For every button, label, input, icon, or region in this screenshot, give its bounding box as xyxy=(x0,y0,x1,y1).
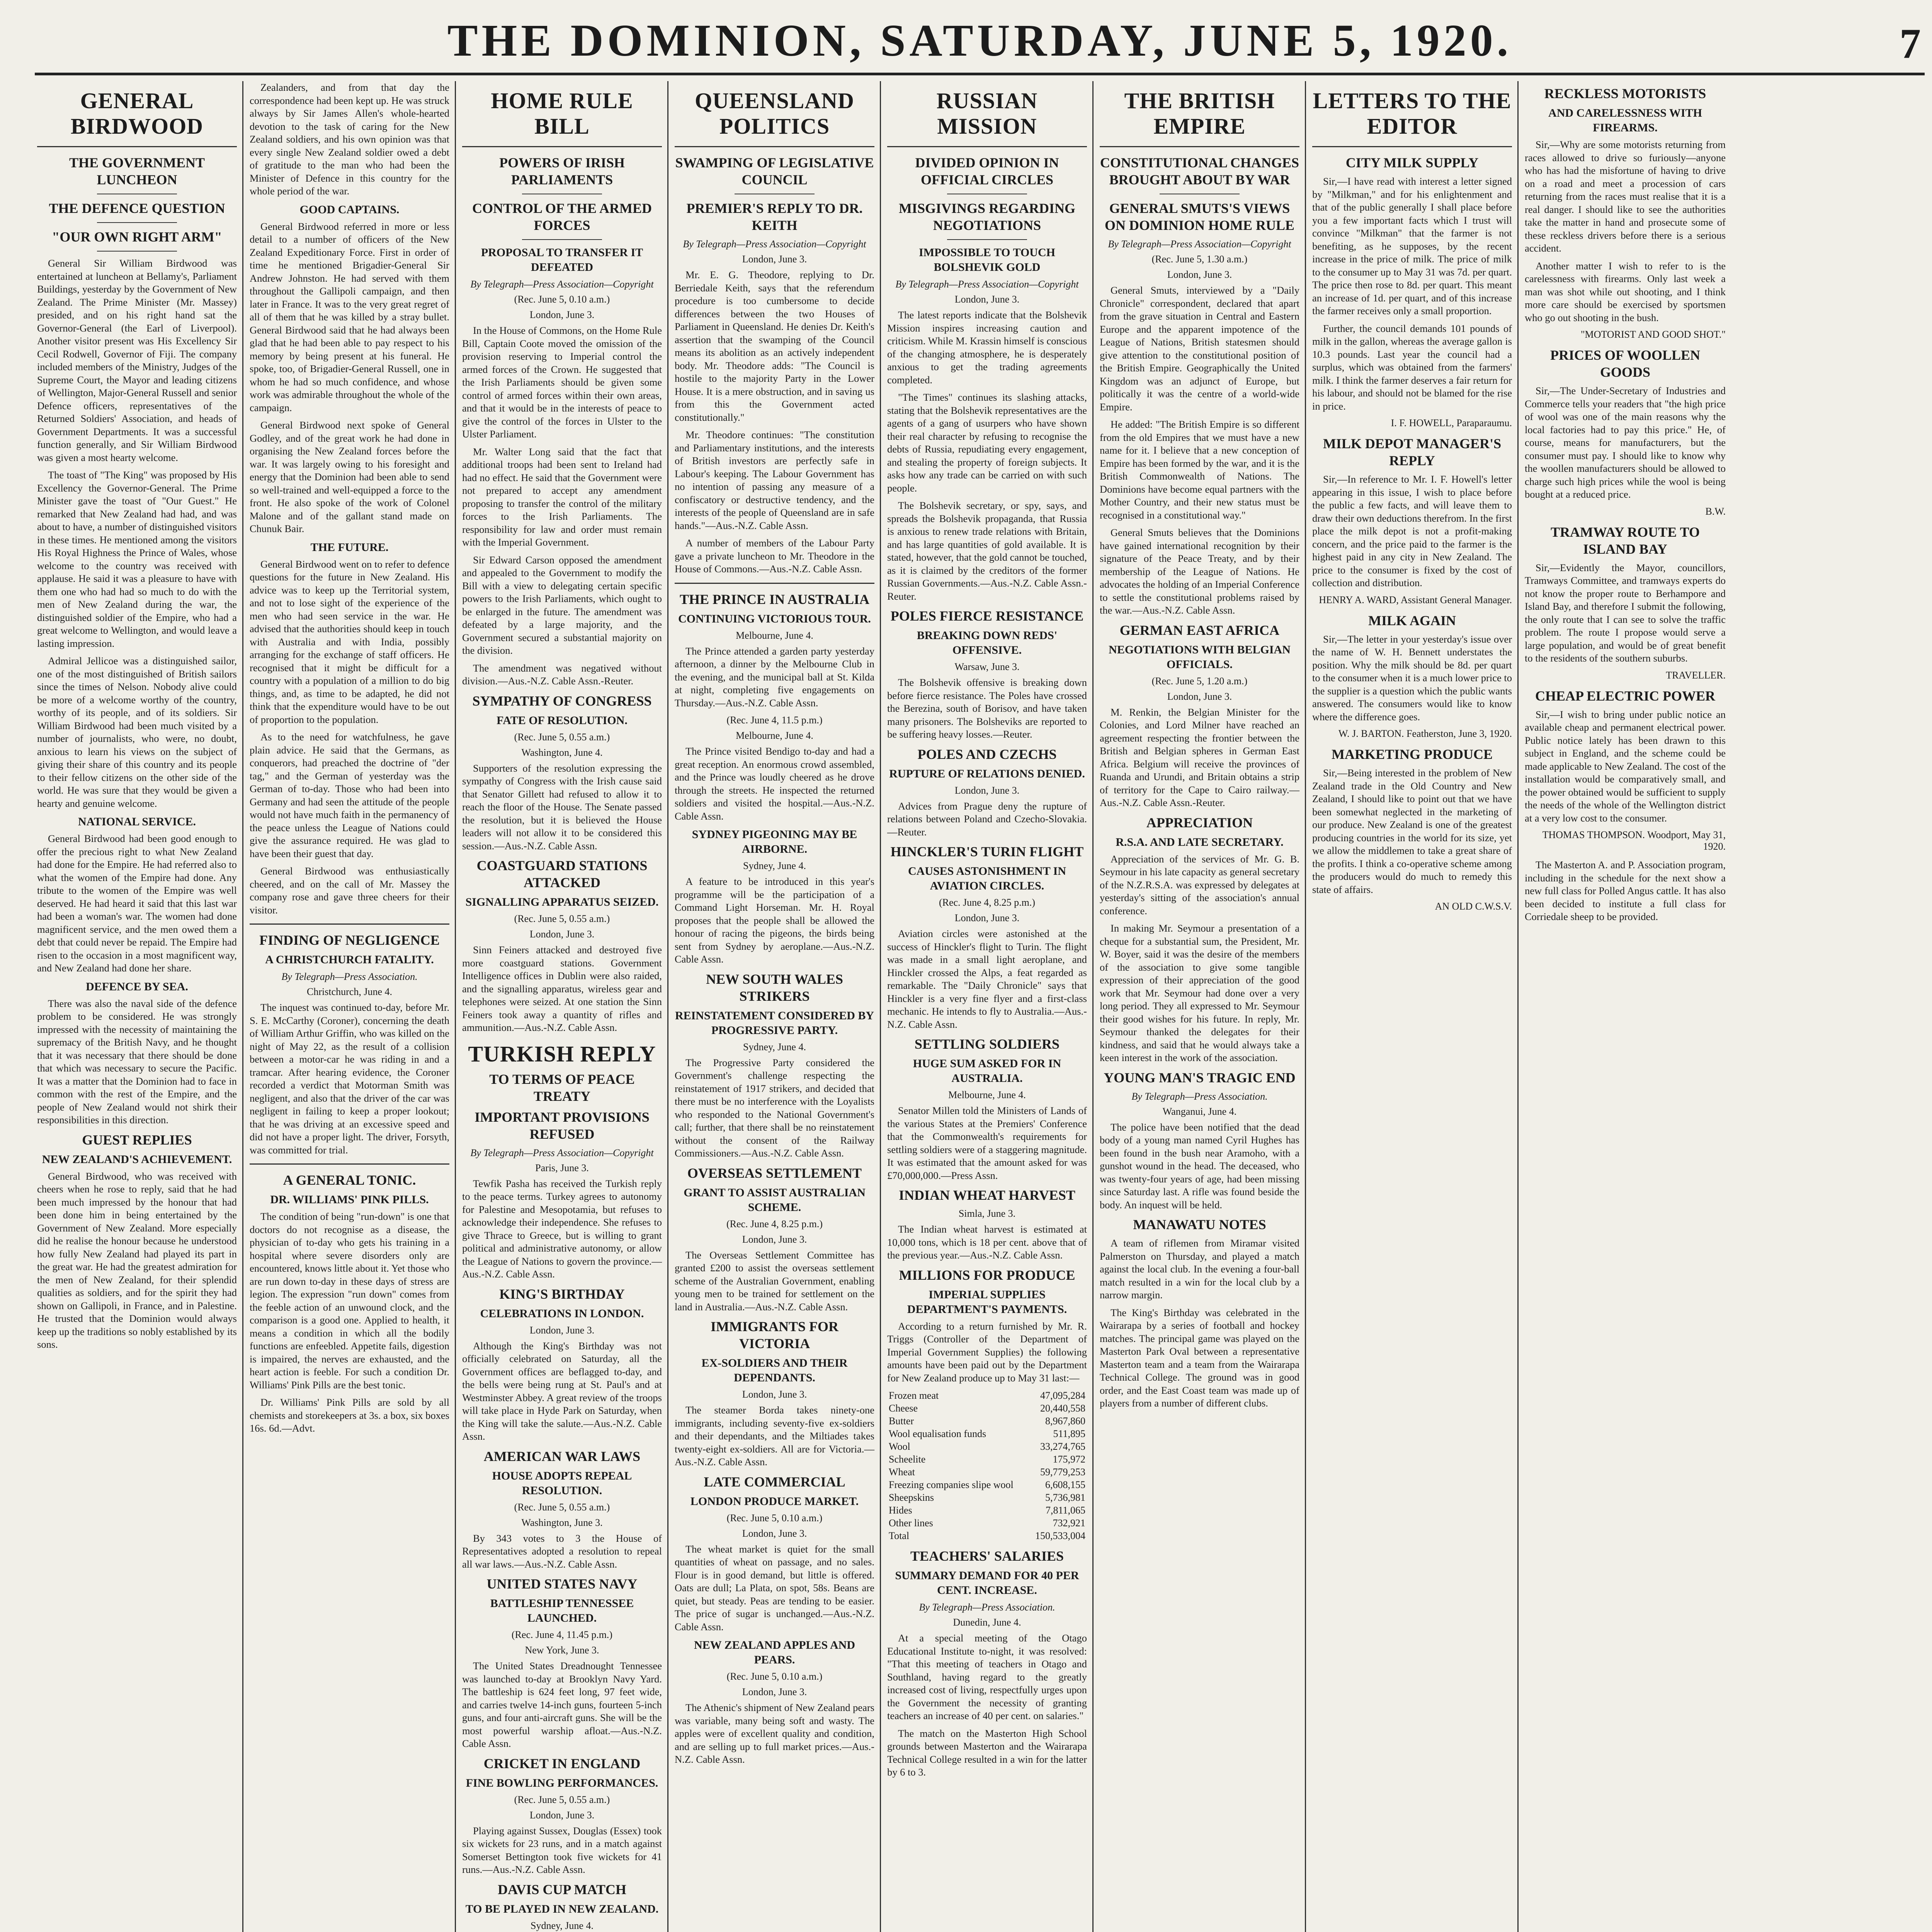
divider xyxy=(887,146,1087,147)
subhead: CONTINUING VICTORIOUS TOUR. xyxy=(678,612,871,625)
headline: A GENERAL TONIC. xyxy=(283,1172,416,1188)
article-paragraph: The King's Birthday was celebrated in the Wairarapa by a series of football and hockey matches. The principal game was played on the Masterton Park Oval between a representative Masterton team and a team from the Wairarapa Technical College. The ground was in good order, and the East Coast team was made up of players from a number of different clubs. xyxy=(1100,1306,1299,1409)
article-paragraph: The Masterton A. and P. Association program, including in the schedule for the next show a new full class for Polled Angus cattle. It has also been decided to institute a full class for Corriedale sheep to be provided. xyxy=(1525,859,1726,922)
headline: OVERSEAS SETTLEMENT xyxy=(687,1165,862,1181)
article-paragraph: M. Renkin, the Belgian Minister for the Colonies, and Lord Milner have reached an agreement respecting the frontier between the British and Belgian spheres in German East Africa. Belgium will receive the provinces of Ruanda and Urundi, and Britain obtains a strip of territory for the Cape to Cairo railway.—Aus.-N.Z. Cable Assn.-Reuter. xyxy=(1100,706,1299,808)
article-paragraph: The Overseas Settlement Committee has granted £200 to assist the overseas settlement scheme of the Australian Government, enabling young men to be trained for settlement on the land in Australia.—Aus.-N.Z. Cable Assn. xyxy=(675,1249,874,1313)
headline: YOUNG MAN'S TRAGIC END xyxy=(1104,1070,1296,1085)
column-1 xyxy=(35,81,243,1932)
column-8 xyxy=(1522,81,1731,1932)
dateline: London, June 3. xyxy=(954,912,1020,923)
subhead: PRICES OF WOOLLEN GOODS xyxy=(1550,347,1701,380)
divider xyxy=(97,251,177,252)
article-paragraph: There was also the naval side of the defence problem to be considered. He was strongly impressed with the necessity of maintaining the supremacy of the British Navy, and he thought that it was necessary that there should be done that which was necessary to secure the Pacific. It was a matter that the Dominion had to face in common with the rest of the Empire, and the people of New Zealand would not shirk their responsibilities in this direction. xyxy=(37,997,237,1126)
table-row xyxy=(887,1517,1087,1529)
produce-item: Scheelite xyxy=(889,1454,926,1465)
letter-signature: "MOTORIST AND GOOD SHOT." xyxy=(1580,329,1726,340)
dateline: (Rec. June 5, 0.55 a.m.) xyxy=(514,731,610,743)
dateline: London, June 3. xyxy=(742,1233,807,1245)
letter-paragraph: Sir,—The letter in your yesterday's issue over the name of W. H. Bennett understates the position. Why the milk should be 8d. per quart to the consumer when it is a much lower price to the supplier is a question which the public wants answered. The consumers would like to know where the difference goes. xyxy=(1312,633,1512,723)
table-row xyxy=(887,1415,1087,1427)
article-paragraph: The Indian wheat harvest is estimated at 10,000 tons, which is 18 per cent. above that of the previous year.—Aus.-N.Z. Cable Assn. xyxy=(887,1223,1087,1261)
article-paragraph: The Prince attended a garden party yesterday afternoon, a dinner by the Melbourne Club in the evening, and the municipal ball at St. Kilda at night, completing five engagements on Thursday.—Aus.-N.Z. Cable Assn. xyxy=(675,645,874,709)
article-paragraph: At a special meeting of the Otago Educational Institute to-night, it was resolved: "That this meeting of teachers in Otago and Southland, having regard to the greatly increased cost of living, respectfully urges upon the Government the necessity of granting teachers an increase of 40 per cent. on salaries." xyxy=(887,1632,1087,1721)
column-2 xyxy=(247,81,456,1932)
produce-payments-table xyxy=(887,1389,1087,1542)
article-paragraph: General Smuts believes that the Dominions have gained international recognition by their signature of the Peace Treaty, and by their membership of the League of Nations. He advocates the holding of an Imperial Conference to settle the constitutional problems raised by the war.—Aus.-N.Z. Cable Assn. xyxy=(1100,527,1299,616)
subhead: CHEAP ELECTRIC POWER xyxy=(1535,688,1716,704)
headline: MILLIONS FOR PRODUCE xyxy=(899,1267,1075,1283)
subhead: GRANT TO ASSIST AUSTRALIAN SCHEME. xyxy=(684,1186,866,1214)
article-paragraph: The Progressive Party considered the Government's challenge respecting the reinstatement of 1917 strikers, and decided that there must be no interference with the Loyalists who responded to the National Government's call; further, that there shall be no reinstatement without the consent of the Railway Commissioners.—Aus.-N.Z. Cable Assn. xyxy=(675,1056,874,1159)
subhead: THE DEFENCE QUESTION xyxy=(49,201,225,216)
article-paragraph: General Smuts, interviewed by a "Daily Chronicle" correspondent, declared that apart from the grave situation in Central and Eastern Europe and the apparent impotence of the League of Nations, British statesmen should give attention to the constitutional position of the British Empire. Geographically the United Kingdom was an adjunct of Europe, but politically it was the centre of a world-wide Empire. xyxy=(1100,284,1299,413)
article-paragraph: In making Mr. Seymour a presentation of a cheque for a substantial sum, the President, Mr. W. Boyer, said it was the desire of the members of the association to give some tangible expression of their appreciation of the good work that Mr. Seymour had done over a very long period. They all expressed to Mr. Seymour their good wishes for his future. In reply, Mr. Seymour thanked the delegates for their kindness, and said that he would always take a keen interest in the work of the association. xyxy=(1100,922,1299,1063)
produce-value: 20,440,558 xyxy=(1040,1403,1085,1414)
headline: INDIAN WHEAT HARVEST xyxy=(899,1187,1075,1203)
subhead: MARKETING PRODUCE xyxy=(1331,747,1493,762)
article-paragraph: Sinn Feiners attacked and destroyed five more coastguard stations. Government Intelligence offices in Dublin were also raided, and the signalling apparatus, wireless gear and telephones were seized. At one station the Sinn Feiners took away a quantity of rifles and ammunition.—Aus.-N.Z. Cable Assn. xyxy=(462,944,662,1033)
columns xyxy=(35,81,1925,1932)
subhead: DIVIDED OPINION IN OFFICIAL CIRCLES xyxy=(915,155,1059,187)
headline: IMMIGRANTS FOR VICTORIA xyxy=(711,1319,838,1351)
subhead: CAUSES ASTONISHMENT IN AVIATION CIRCLES. xyxy=(908,865,1066,892)
dateline: (Rec. June 4, 8.25 p.m.) xyxy=(939,897,1036,908)
letter-paragraph: Sir,—I wish to bring under public notice an available cheap and permanent electrical power. Public notice lately has been drawn to this subject in England, and the scheme could be made applicable to New Zealand. The cost of the installation would be comparatively small, and the power obtained would be sufficient to supply the needs of the whole of the Wellington district at a very low cost to the consumer. xyxy=(1525,708,1726,824)
dateline: (Rec. June 5, 0.55 a.m.) xyxy=(514,913,610,924)
subhead: CITY MILK SUPPLY xyxy=(1345,155,1479,170)
headline-russian-mission: RUSSIAN MISSION xyxy=(936,88,1038,139)
subhead: BREAKING DOWN REDS' OFFENSIVE. xyxy=(917,629,1058,656)
produce-total-label: Total xyxy=(889,1530,910,1541)
dateline: London, June 3. xyxy=(954,294,1020,305)
dateline: London, June 3. xyxy=(1167,690,1232,702)
produce-value: 8,967,860 xyxy=(1045,1415,1085,1427)
dateline: Wanganui, June 4. xyxy=(1162,1105,1237,1117)
dateline: London, June 3. xyxy=(529,1809,595,1821)
article-paragraph: In the House of Commons, on the Home Rule Bill, Captain Coote moved the omission of the provision reserving to Imperial control the armed forces of the Crown. He suggested that the Irish Parliaments should be given some control of armed forces within their own areas, and that it would be in the interests of peace to give the control of the forces in Ulster to the Ulster Parliament. xyxy=(462,325,662,440)
produce-item: Butter xyxy=(889,1415,914,1427)
column-5 xyxy=(885,81,1094,1932)
subhead: IMPORTANT PROVISIONS REFUSED xyxy=(474,1109,650,1142)
byline: By Telegraph—Press Association—Copyright xyxy=(470,1147,654,1158)
dateline: London, June 3. xyxy=(529,929,595,940)
letter-signature: I. F. HOWELL, Paraparaumu. xyxy=(1391,417,1512,429)
subhead: CELEBRATIONS IN LONDON. xyxy=(480,1307,644,1320)
letter-paragraph: Sir,—Being interested in the problem of New Zealand trade in the Old Country and New Zealand, I should like to point out that we have been somewhat neglected in the marketing of our produce. New Zealand is one of the greatest producing countries in the world for its size, yet we allow the middlemen to take a great share of the profits. I think a co-operative scheme among the producers would do much to remedy this state of affairs. xyxy=(1312,767,1512,895)
produce-item: Wool xyxy=(889,1441,910,1452)
dateline: (Rec. June 4, 11.45 p.m.) xyxy=(511,1629,613,1640)
masthead xyxy=(35,12,1925,70)
table-row xyxy=(887,1478,1087,1491)
subhead: CONTROL OF THE ARMED FORCES xyxy=(472,201,652,233)
headline: SYMPATHY OF CONGRESS xyxy=(472,693,652,709)
article-paragraph: Sir Edward Carson opposed the amendment and appealed to the Government to modify the Bill with a view to delegating certain specific powers to the Irish Parliaments, which ought to be enlarged in the future. The amendment was defeated by a large majority, and the Government secured a substantial majority on the division. xyxy=(462,554,662,656)
subhead: THE GOVERNMENT LUNCHEON xyxy=(69,155,205,187)
letter-signature: W. J. BARTON. Featherston, June 3, 1920. xyxy=(1338,728,1512,739)
divider xyxy=(250,1163,449,1165)
headline: UNITED STATES NAVY xyxy=(486,1576,638,1592)
headline: DAVIS CUP MATCH xyxy=(498,1881,626,1897)
article-paragraph: Senator Millen told the Ministers of Lands of the various States at the Premiers' Conference that the Commonwealth's requirements for settling soldiers were of a staggering magnitude. It was estimated that the amount asked for was £70,000,000.—Press Assn. xyxy=(887,1105,1087,1181)
headline: HINCKLER'S TURIN FLIGHT xyxy=(890,844,1084,859)
produce-item: Freezing companies slipe wool xyxy=(889,1479,1014,1490)
table-row xyxy=(887,1466,1087,1478)
divider xyxy=(97,222,177,223)
dateline: London, June 3. xyxy=(529,309,595,320)
dateline: Warsaw, June 3. xyxy=(954,661,1020,672)
subhead: DR. WILLIAMS' PINK PILLS. xyxy=(270,1193,429,1206)
produce-value: 33,274,765 xyxy=(1040,1441,1085,1452)
produce-item: Hides xyxy=(889,1505,912,1516)
dateline: London, June 3. xyxy=(954,784,1020,796)
headline-queensland: QUEENSLAND POLITICS xyxy=(695,88,854,139)
subhead: FINE BOWLING PERFORMANCES. xyxy=(466,1776,658,1789)
produce-item: Cheese xyxy=(889,1403,918,1414)
dateline: (Rec. June 5, 0.55 a.m.) xyxy=(514,1794,610,1805)
headline: POLES AND CZECHS xyxy=(917,746,1057,762)
subhead: HOUSE ADOPTS REPEAL RESOLUTION. xyxy=(492,1469,632,1497)
subhead: GENERAL SMUTS'S VIEWS ON DOMINION HOME RULE xyxy=(1104,201,1294,233)
subhead: DEFENCE BY SEA. xyxy=(86,980,188,993)
divider xyxy=(947,239,1027,240)
divider xyxy=(675,583,874,584)
subhead: CONSTITUTIONAL CHANGES BROUGHT ABOUT BY WAR xyxy=(1100,155,1299,187)
produce-value: 47,095,284 xyxy=(1040,1390,1085,1401)
masthead-rule xyxy=(35,73,1925,75)
article-paragraph: The United States Dreadnought Tennessee was launched to-day at Brooklyn Navy Yard. The battleship is 624 feet long, 97 feet wide, and carries twelve 14-inch guns, fourteen 5-inch guns, and four anti-aircraft guns. She will be the most powerful warship afloat.—Aus.-N.Z. Cable Assn. xyxy=(462,1660,662,1749)
dateline: Paris, June 3. xyxy=(535,1162,589,1173)
byline: By Telegraph—Press Association. xyxy=(281,971,418,982)
column-7 xyxy=(1310,81,1519,1932)
subhead: GUEST REPLIES xyxy=(82,1132,192,1148)
dateline: Melbourne, June 4. xyxy=(948,1089,1026,1100)
headline: CRICKET IN ENGLAND xyxy=(483,1755,641,1771)
article-paragraph: The Bolshevik offensive is breaking down before fierce resistance. The Poles have crossed the Berezina, south of Borisov, and have taken many prisoners. The Bolsheviks are reported to be suffering heavy losses.—Reuter. xyxy=(887,677,1087,740)
subhead: NATIONAL SERVICE. xyxy=(78,815,196,828)
subhead: SIGNALLING APPARATUS SEIZED. xyxy=(465,896,659,908)
produce-value: 6,608,155 xyxy=(1045,1479,1085,1490)
dateline: New York, June 3. xyxy=(525,1645,599,1656)
dateline: Washington, June 4. xyxy=(521,747,603,758)
produce-value: 732,921 xyxy=(1053,1517,1085,1529)
subhead: "OUR OWN RIGHT ARM" xyxy=(52,229,222,245)
table-row xyxy=(887,1491,1087,1504)
byline: By Telegraph—Press Association. xyxy=(1131,1090,1268,1102)
subhead: TO BE PLAYED IN NEW ZEALAND. xyxy=(465,1902,659,1915)
article-paragraph: General Birdwood, who was received with cheers when he rose to reply, said that he had been much impressed by the honour that had been done him in being entertained by the Government of New Zealand. More especially did he realise the honour because he understood how fully New Zealand had played its part in the great war. He had the greatest admiration for the men of New Zealand, for their splendid qualities as soldiers, and for the spirit they had shown on Gallipoli, in France, and in Palestine. He trusted that the Dominion would always keep up the traditions so nobly established by its sons. xyxy=(37,1170,237,1350)
subhead: BATTLESHIP TENNESSEE LAUNCHED. xyxy=(490,1597,634,1624)
dateline: Sydney, June 4. xyxy=(531,1920,594,1931)
dateline: (Rec. June 5, 1.20 a.m.) xyxy=(1151,675,1248,687)
subhead: NEW ZEALAND APPLES AND PEARS. xyxy=(694,1639,855,1666)
article-paragraph: Admiral Jellicoe was a distinguished sailor, one of the most distinguished of British sailors since the times of Nelson. Nobody alive could be more of a welcome worthy of the country, worthy of its people, and of its soldiers. Sir William Birdwood had been much visited by a number of journalists, who were, no doubt, anxious to learn his views on the subject of giving their share of this country and its people to their fellow citizens on the other side of the world. He was sure that they would be given a hearty and genuine welcome. xyxy=(37,655,237,809)
article-paragraph: A number of members of the Labour Party gave a private luncheon to Mr. Theodore in the House of Commons.—Aus.-N.Z. Cable Assn. xyxy=(675,537,874,575)
column-4 xyxy=(672,81,881,1932)
subhead: HUGE SUM ASKED FOR IN AUSTRALIA. xyxy=(913,1057,1061,1085)
subhead: TO TERMS OF PEACE TREATY xyxy=(489,1071,635,1104)
dateline: Melbourne, June 4. xyxy=(736,730,813,741)
dateline: Christchurch, June 4. xyxy=(307,986,392,997)
article-paragraph: The match on the Masterton High School grounds between Masterton and the Wairarapa Technical College resulted in a win for the latter by 6 to 3. xyxy=(887,1727,1087,1778)
produce-value: 175,972 xyxy=(1053,1454,1085,1465)
headline: KING'S BIRTHDAY xyxy=(499,1286,625,1302)
produce-item: Sheepskins xyxy=(889,1492,934,1503)
subhead: FATE OF RESOLUTION. xyxy=(497,714,628,727)
produce-total-value: 150,533,004 xyxy=(1035,1530,1085,1541)
dateline: (Rec. June 5, 1.30 a.m.) xyxy=(1151,253,1248,265)
produce-item: Other lines xyxy=(889,1517,933,1529)
dateline: (Rec. June 4, 11.5 p.m.) xyxy=(726,714,823,726)
letter-paragraph: Sir,—Evidently the Mayor, councillors, Tramways Committee, and tramways experts do not know the proper route to Berhampore and Island Bay, and therefore I submit the following, the only route that I can see to solve the traffic problem. The route I propose would serve a large population, and would be of great benefit to the residents of the southern suburbs. xyxy=(1525,561,1726,664)
byline: By Telegraph—Press Association. xyxy=(919,1602,1055,1613)
subhead: SWAMPING OF LEGISLATIVE COUNCIL xyxy=(675,155,874,187)
subhead: SUMMARY DEMAND FOR 40 PER CENT. INCREASE. xyxy=(895,1569,1079,1597)
article-paragraph: "The Times" continues its slashing attacks, stating that the Bolshevik representatives are the agents of a gang of usurpers who have shown their real character by refusing to recognise the debts of Russia, repudiating every engagement, and stealing the property of foreign subjects. It asks how any trade can be carried on with such people. xyxy=(887,391,1087,494)
subhead: TRAMWAY ROUTE TO ISLAND BAY xyxy=(1550,524,1700,557)
headline: TURKISH REPLY xyxy=(468,1041,656,1066)
produce-value: 7,811,065 xyxy=(1045,1505,1085,1516)
dateline: London, June 3. xyxy=(529,1324,595,1336)
article-paragraph: General Birdwood was enthusiastically cheered, and on the call of Mr. Massey the company rose and gave three cheers for their visitor. xyxy=(250,865,449,916)
article-paragraph: Playing against Sussex, Douglas (Essex) took six wickets for 23 runs, and in a match against Somerset Bettington took five wickets for 41 runs.—Aus.-N.Z. Cable Assn. xyxy=(462,1825,662,1875)
headline: LATE COMMERCIAL xyxy=(704,1474,845,1490)
article-paragraph: Mr. Theodore continues: "The constitution and Parliamentary institutions, and the interests of British investors are perfectly safe in Labour's keeping. The Labour Government has no intention of passing any measure of a confiscatory or destructive tendency, and the interests of the people of Queensland are in safe hands."—Aus.-N.Z. Cable Assn. xyxy=(675,429,874,531)
letter-paragraph: Further, the council demands 101 pounds of milk in the gallon, whereas the average gallon is 10.3 pounds. Last year the council had a surplus, which was obtained from the farmers' milk. I think the farmer deserves a fair return for his labour, and should not be blamed for the rise in price. xyxy=(1312,322,1512,412)
letter-paragraph: Sir,—I have read with interest a letter signed by "Milkman," and for his enlightenment and that of the public generally I shall place before you a few important facts which I trust will convince "Milkman" that the farmer is not benefiting, as he supposes, by the recent increase in the price of milk. The price of milk to the consumer up to May 31 was 7d. per quart. The price then rose to 8d. per quart. This meant an increase of 1d. per quart, and of this increase the farmer receives only a small proportion. xyxy=(1312,175,1512,316)
subhead: AND CARELESSNESS WITH FIREARMS. xyxy=(1548,107,1702,134)
headline: SETTLING SOLDIERS xyxy=(914,1036,1060,1052)
letter-signature: TRAVELLER. xyxy=(1666,669,1726,681)
dateline: Dunedin, June 4. xyxy=(953,1617,1021,1628)
article-paragraph: The police have been notified that the dead body of a young man named Cyril Hughes has been found in the bush near Aramoho, with a gunshot wound in the head. The deceased, who was twenty-four years of age, had been missing since Saturday last. A rifle was found beside the body. An inquest will be held. xyxy=(1100,1121,1299,1211)
table-row xyxy=(887,1440,1087,1453)
subhead: LONDON PRODUCE MARKET. xyxy=(690,1495,859,1508)
article-paragraph: Mr. E. G. Theodore, replying to Dr. Berriedale Keith, says that the referendum procedure is too cumbersome to decide differences between the two Houses of Parliament in Queensland. He denies Dr. Keith's assertion that the swamping of the Council means its abolition as an actively independent body. Mr. Theodore adds: "The Council is hostile to the majority Party in the Lower House. It is a mere obstruction, and in saving us from this the Government acted constitutionally." xyxy=(675,269,874,423)
produce-item: Frozen meat xyxy=(889,1390,939,1401)
headline: THE PRINCE IN AUSTRALIA xyxy=(679,591,870,607)
table-row xyxy=(887,1453,1087,1466)
dateline: London, June 3. xyxy=(1167,269,1232,280)
subhead: A CHRISTCHURCH FATALITY. xyxy=(265,953,434,966)
divider xyxy=(522,239,602,240)
subhead: REINSTATEMENT CONSIDERED BY PROGRESSIVE PARTY. xyxy=(675,1009,874,1037)
article-paragraph: A feature to be introduced in this year's programme will be the participation of a Command Light Horseman. Mr. H. Royal proposes that the people shall be allowed the honour of racing the pigeons, the birds being sent from Sydney by aeroplane.—Aus.-N.Z. Cable Assn. xyxy=(675,876,874,965)
subhead: RECKLESS MOTORISTS xyxy=(1544,86,1706,101)
table-row xyxy=(887,1402,1087,1415)
subhead: IMPOSSIBLE TO TOUCH BOLSHEVIK GOLD xyxy=(919,246,1055,274)
dateline: (Rec. June 5, 0.10 a.m.) xyxy=(726,1671,823,1682)
letter-signature: THOMAS THOMPSON. Woodport, May 31, 1920. xyxy=(1542,829,1726,852)
letter-paragraph: Sir,—In reference to Mr. I. F. Howell's letter appearing in this issue, I wish to place before the public a few facts, and will leave them to draw their own deductions therefrom. In the first place the milk depot is not a profit-making concern, and the price paid to the farmer is the highest paid in any city in New Zealand. The price to the consumer is fixed by the cost of collection and distribution. xyxy=(1312,473,1512,588)
article-paragraph: Mr. Walter Long said that the fact that additional troops had been sent to Ireland had had no effect. He said that the Government were not prepared to accept any amendment proposing to transfer the control of the military forces to the Irish Parliaments. The responsibility for law and order must remain with the Imperial Government. xyxy=(462,446,662,548)
dateline: London, June 3. xyxy=(742,1527,807,1539)
subhead: NEGOTIATIONS WITH BELGIAN OFFICIALS. xyxy=(1109,643,1291,671)
subhead: PREMIER'S REPLY TO DR. KEITH xyxy=(686,201,863,233)
subhead: GOOD CAPTAINS. xyxy=(299,203,400,216)
article-paragraph: General Birdwood next spoke of General Godley, and of the great work he had done in organising the New Zealand forces before the war. It was largely owing to his foresight and energy that the Dominion had been able to send so well-trained and well-equipped a force to the front. He also spoke of the work of Colonel Malone and of the gallant stand made on Chunuk Bair. xyxy=(250,419,449,534)
headline-british-empire: THE BRITISH EMPIRE xyxy=(1124,88,1275,139)
subhead: MILK AGAIN xyxy=(1368,612,1456,628)
dateline: (Rec. June 5, 0.10 a.m.) xyxy=(726,1512,823,1524)
byline: By Telegraph—Press Association—Copyright xyxy=(683,238,866,250)
article-paragraph: Advices from Prague deny the rupture of relations between Poland and Czecho-Slovakia.—Reuter. xyxy=(887,800,1087,838)
dateline: London, June 3. xyxy=(742,1686,807,1697)
subhead: IMPERIAL SUPPLIES DEPARTMENT'S PAYMENTS. xyxy=(907,1288,1067,1316)
dateline: Sydney, June 4. xyxy=(743,860,806,871)
article-paragraph: Supporters of the resolution expressing the sympathy of Congress with the Irish cause said that Senator Gillett had refused to allow it to reach the floor of the House. The Senate passed the resolution, but it is believed the House leaders will not allow it to be considered this session.—Aus.-N.Z. Cable Assn. xyxy=(462,762,662,852)
table-row xyxy=(887,1389,1087,1402)
column-3 xyxy=(460,81,668,1932)
letter-signature: AN OLD C.W.S.V. xyxy=(1435,901,1512,912)
produce-item: Wool equalisation funds xyxy=(889,1428,986,1439)
dateline: Sydney, June 4. xyxy=(743,1041,806,1053)
article-paragraph: Tewfik Pasha has received the Turkish reply to the peace terms. Turkey agrees to autonomy for Palestine and Mesopotamia, but refuses to acknowledge their independence. She refuses to give Thrace to Greece, but is willing to grant political and administrative autonomy, or allow the League of Nations to govern the province.—Aus.-N.Z. Cable Assn. xyxy=(462,1177,662,1280)
headline: APPRECIATION xyxy=(1146,815,1253,830)
article-paragraph: The inquest was continued to-day, before Mr. S. E. McCarthy (Coroner), concerning the death of William Arthur Griffin, who was killed on the night of May 22, as the result of a collision between a motor-car he was riding in and a tramcar. After hearing evidence, the Coroner recorded a verdict that Motorman Smith was negligent, and also that the driver of the car was negligent in failing to keep a proper lookout; that he was driving at an excessive speed and did not have a proper light. The driver, Forsyth, was committed for trial. xyxy=(250,1002,449,1156)
dateline: Washington, June 3. xyxy=(521,1517,603,1528)
byline: By Telegraph—Press Association—Copyright xyxy=(1108,238,1291,250)
article-paragraph: The wheat market is quiet for the small quantities of wheat on passage, and no sales. Flour is in good demand, but little is offered. Oats are dull; La Plata, on spot, 58s. Beans are quiet, but steady. Peas are tending to be easier. The price of sugar is unchanged.—Aus.-N.Z. Cable Assn. xyxy=(675,1543,874,1633)
article-paragraph: He added: "The British Empire is so different from the old Empires that we must have a new name for it. I believe that a new conception of Empire has been formed by the war, and it is the British Commonwealth of Nations. The Dominions have become equal partners with the Mother Country, and their new status must be recognised in a constitutional way." xyxy=(1100,418,1299,521)
headline-letters: LETTERS TO THE EDITOR xyxy=(1313,88,1512,139)
subhead: MILK DEPOT MANAGER'S REPLY xyxy=(1323,436,1502,468)
letter-paragraph: Another matter I wish to refer to is the carelessness with firearms. Only last week a man was shot while out shooting, and I think more care should be exercised by sportsmen who go out shooting in the bush. xyxy=(1525,260,1726,323)
article-paragraph: General Birdwood went on to refer to defence questions for the future in New Zealand. His advice was to keep up the Territorial system, and not to lose sight of the experience of the men who had seen service in the war. He advised that the authorities should keep in touch with Australia and with India, possibly arranging for the exchange of staff officers. He recognised that it might be difficult for a country with a population of a million to do big things, and, as time to be adapted, he did not think that the expenditure would have to be out of proportion to the population. xyxy=(250,558,449,725)
headline: AMERICAN WAR LAWS xyxy=(483,1448,641,1464)
article-paragraph: General Birdwood referred in more or less detail to a number of officers of the New Zealand Expeditionary Force. First in order of time he mentioned Brigadier-General Sir Andrew Johnston. He had served with them throughout the Gallipoli campaign, and then later in France. It was to the very great regret of all of them that he was killed by a stray bullet. General Birdwood said that he had always been glad that he had been able to pay respect to his memory by being present at his funeral. He spoke, too, of Brigadier-General Russell, one in whom he had so much confidence, and whose work was admirable throughout the whole of the campaign. xyxy=(250,220,449,413)
divider xyxy=(250,923,449,925)
letter-paragraph: Sir,—Why are some motorists returning from races allowed to drive so furiously—anyone who has had the misfortune of having to drive on a road and meet a procession of cars returning from the races must realise that it is a real danger. I should like to see the authorities take the matter in hand and prosecute some of these reckless drivers before there is a serious accident. xyxy=(1525,139,1726,254)
subhead: PROPOSAL TO TRANSFER IT DEFEATED xyxy=(481,246,643,274)
subhead: NEW ZEALAND'S ACHIEVEMENT. xyxy=(42,1153,232,1166)
byline: By Telegraph—Press Association—Copyright xyxy=(470,279,654,290)
article-paragraph: A team of riflemen from Miramar visited Palmerston on Thursday, and played a match against the local club. In the evening a four-ball match resulted in a win for the local club by a narrow margin. xyxy=(1100,1237,1299,1301)
headline: POLES FIERCE RESISTANCE xyxy=(890,608,1084,624)
produce-value: 511,895 xyxy=(1053,1428,1085,1439)
headline: FINDING OF NEGLIGENCE xyxy=(259,932,440,948)
divider xyxy=(462,146,662,147)
divider xyxy=(1312,146,1512,147)
divider xyxy=(37,146,237,147)
letter-signature: HENRY A. WARD, Assistant General Manager. xyxy=(1319,594,1512,605)
headline: COASTGUARD STATIONS ATTACKED xyxy=(476,858,648,890)
article-paragraph: The Athenic's shipment of New Zealand pears was variable, many being soft and wasty. The apples were of excellent quality and condition, and are selling up to full market prices.—Aus.-N.Z. Cable Assn. xyxy=(675,1702,874,1765)
dateline: (Rec. June 5, 0.55 a.m.) xyxy=(514,1501,610,1513)
produce-value: 5,736,981 xyxy=(1045,1492,1085,1503)
letter-signature: B.W. xyxy=(1705,505,1726,517)
advertisement-text: Dr. Williams' Pink Pills are sold by all chemists and storekeepers at 3s. a box, six boxes 16s. 6d.—Advt. xyxy=(250,1396,449,1434)
article-paragraph: The steamer Borda takes ninety-one immigrants, including seventy-five ex-soldiers and their dependants, and the Miltiades takes twenty-eight ex-soldiers. All are for Victoria.—Aus.-N.Z. Cable Assn. xyxy=(675,1404,874,1468)
byline: By Telegraph—Press Association—Copyright xyxy=(895,279,1079,290)
dateline: Melbourne, June 4. xyxy=(736,629,813,641)
headline-birdwood: GENERAL BIRDWOOD xyxy=(70,88,204,139)
article-paragraph: As to the need for watchfulness, he gave plain advice. He said that the Germans, as conquerors, had preached the doctrine of "der tag," and the German of yesterday was the German of to-day. Those who had been into Germany and had seen the attitude of the people would not have much faith in the permanency of the peace unless the League of Nations could give the assurance required. He was glad to have been their guest that day. xyxy=(250,731,449,859)
article-paragraph: By 343 votes to 3 the House of Representatives adopted a resolution to repeal all war laws.—Aus.-N.Z. Cable Assn. xyxy=(462,1532,662,1570)
article-paragraph: The latest reports indicate that the Bolshevik Mission inspires increasing caution and criticism. While M. Krassin himself is conscious of the changing atmosphere, he is desperately anxious to get the trading agreements completed. xyxy=(887,309,1087,386)
dateline: (Rec. June 4, 8.25 p.m.) xyxy=(726,1218,823,1230)
letter-paragraph: Sir,—The Under-Secretary of Industries and Commerce tells your readers that "the high price of wool was one of the main reasons why the local factories had to pay this price." He, of course, means for manufacturers, but the consumer must pay. I should like to know why the woollen manufacturers should be allowed to charge such high prices while the wool is being bought at a reduced price. xyxy=(1525,385,1726,500)
article-paragraph: Although the King's Birthday was not officially celebrated on Saturday, all the Government offices are beflagged to-day, and the bells were being rung at St. Paul's and at Westminster Abbey. A great review of the troops will take place in Hyde Park on Saturday, when the King will take the salute.—Aus.-N.Z. Cable Assn. xyxy=(462,1340,662,1442)
headline-home-rule: HOME RULE BILL xyxy=(491,88,633,139)
headline: TEACHERS' SALARIES xyxy=(910,1548,1064,1564)
article-paragraph: Appreciation of the services of Mr. G. B. Seymour in his late capacity as general secretary of the N.Z.R.S.A. was expressed by delegates at yesterday's sitting of the association's annual conference. xyxy=(1100,853,1299,917)
dateline: London, June 3. xyxy=(742,1389,807,1400)
article-paragraph: Zealanders, and from that day the correspondence had been kept up. He was struck always by Sir James Allen's whole-hearted devotion to the task of caring for the New Zealand soldiers, and his own opinion was that every single New Zealand soldier owed a debt of gratitude to the man who had been the Minister of Defence in this country for the whole period of the war. xyxy=(250,82,449,197)
article-paragraph: The Bolshevik secretary, or spy, says, and spreads the Bolshevik propaganda, that Russia is anxious to renew trade relations with Britain, and has large quantities of gold available. It is stated, however, that the gold cannot be touched, as it is claimed by the creditors of the former Russian Governments.—Aus.-N.Z. Cable Assn.-Reuter. xyxy=(887,500,1087,602)
masthead-title: THE DOMINION, SATURDAY, JUNE 5, 1920. xyxy=(447,15,1512,66)
subhead: RUPTURE OF RELATIONS DENIED. xyxy=(889,767,1085,780)
dateline: (Rec. June 5, 0.10 a.m.) xyxy=(514,294,610,305)
table-row xyxy=(887,1427,1087,1440)
table-total-row xyxy=(887,1529,1087,1542)
column-6 xyxy=(1097,81,1306,1932)
subhead: MISGIVINGS REGARDING NEGOTIATIONS xyxy=(898,201,1076,233)
headline: GERMAN EAST AFRICA xyxy=(1119,622,1280,638)
subhead: POWERS OF IRISH PARLIAMENTS xyxy=(499,155,625,187)
article-paragraph: The Prince visited Bendigo to-day and had a great reception. An enormous crowd assembled, and the Prince was loudly cheered as he drove through the streets. He inspected the returned soldiers and visited the hospital.—Aus.-N.Z. Cable Assn. xyxy=(675,745,874,822)
article-paragraph: The toast of "The King" was proposed by His Excellency the Governor-General. The Prime Minister gave the toast of "Our Guest." He remarked that New Zealand had had, and was about to have, a number of distinguished visitors in these times. He mentioned among the visitors His Royal Highness the Prince of Wales, whose welcome to the country was received with applause. He said it was a pleasure to have with them one who had had so much to do with the men of New Zealand during the war, the distinguished soldier of the Empire, who had a great welcome to Wellington, and would leave a lasting impression. xyxy=(37,469,237,649)
divider xyxy=(1100,146,1299,147)
page-number: 7 xyxy=(1900,20,1921,67)
produce-value: 59,779,253 xyxy=(1040,1466,1085,1478)
article-paragraph: General Sir William Birdwood was entertained at luncheon at Bellamy's, Parliament Buildings, yesterday by the Government of New Zealand. The Prime Minister (Mr. Massey) presided, and on his right hand sat the Governor-General (the Earl of Liverpool). Another visitor present was His Excellency Sir Cecil Rodwell, Governor of Fiji. The company included members of the Ministry, Judges of the Supreme Court, the Mayor and leading citizens of Wellington, Major-General Russell and senior Defence officers, representatives of the Returned Soldiers' Association, and heads of Government Departments. It was a successful function generally, and Sir William Birdwood was given a most hearty welcome. xyxy=(37,257,237,463)
dateline: London, June 3. xyxy=(742,253,807,265)
article-paragraph: Aviation circles were astonished at the success of Hinckler's flight to Turin. The flight was made in a small light aeroplane, and Hinckler crossed the Alps, a feat regarded as remarkable. The "Daily Chronicle" says that Hinckler is a very fine flyer and a first-class mechanic. He intends to fly to Australia.—Aus.-N.Z. Cable Assn. xyxy=(887,928,1087,1030)
subhead: SYDNEY PIGEONING MAY BE AIRBORNE. xyxy=(692,828,857,855)
produce-item: Wheat xyxy=(889,1466,915,1478)
subhead: THE FUTURE. xyxy=(310,541,389,554)
article-paragraph: General Birdwood had been good enough to offer the precious right to what New Zealand had done for the Empire. He had referred also to what the women of the Empire had done. Any tribute to the women of the Empire was well deserved. He had heard it said that this last war had been a woman's war. The women had done magnificent service, and the men owed them a debt that could never be repaid. The Empire had risen to the occasion in a most magnificent way, and New Zealand had done her share. xyxy=(37,833,237,974)
article-paragraph: The condition of being "run-down" is one that doctors do not recognise as a disease, the physician of to-day who gets his training in a hospital where severe disorders only are encountered, knows little about it. Yet those who are run down to-day in these days of stress are legion. The expression "run down" comes from the feeble action of an unwound clock, and the comparison is a good one. Applied to health, it means a condition in which all the bodily functions are enfeebled. Appetite fails, digestion is impaired, the nerves are exhausted, and the heart action is feeble. For such a condition Dr. Williams' Pink Pills are the best tonic. xyxy=(250,1211,449,1391)
article-paragraph: According to a return furnished by Mr. R. Triggs (Controller of the Department of Imperial Government Supplies) the following amounts have been paid out by the Department for New Zealand produce up to May 31 last:— xyxy=(887,1320,1087,1384)
headline: MANAWATU NOTES xyxy=(1133,1217,1266,1232)
table-row xyxy=(887,1504,1087,1517)
subhead: EX-SOLDIERS AND THEIR DEPENDANTS. xyxy=(701,1357,848,1384)
article-paragraph: The amendment was negatived without division.—Aus.-N.Z. Cable Assn.-Reuter. xyxy=(462,662,662,687)
divider xyxy=(675,146,874,147)
headline: NEW SOUTH WALES STRIKERS xyxy=(706,971,843,1004)
dateline: Simla, June 3. xyxy=(958,1208,1016,1219)
subhead: R.S.A. AND LATE SECRETARY. xyxy=(1116,835,1284,849)
